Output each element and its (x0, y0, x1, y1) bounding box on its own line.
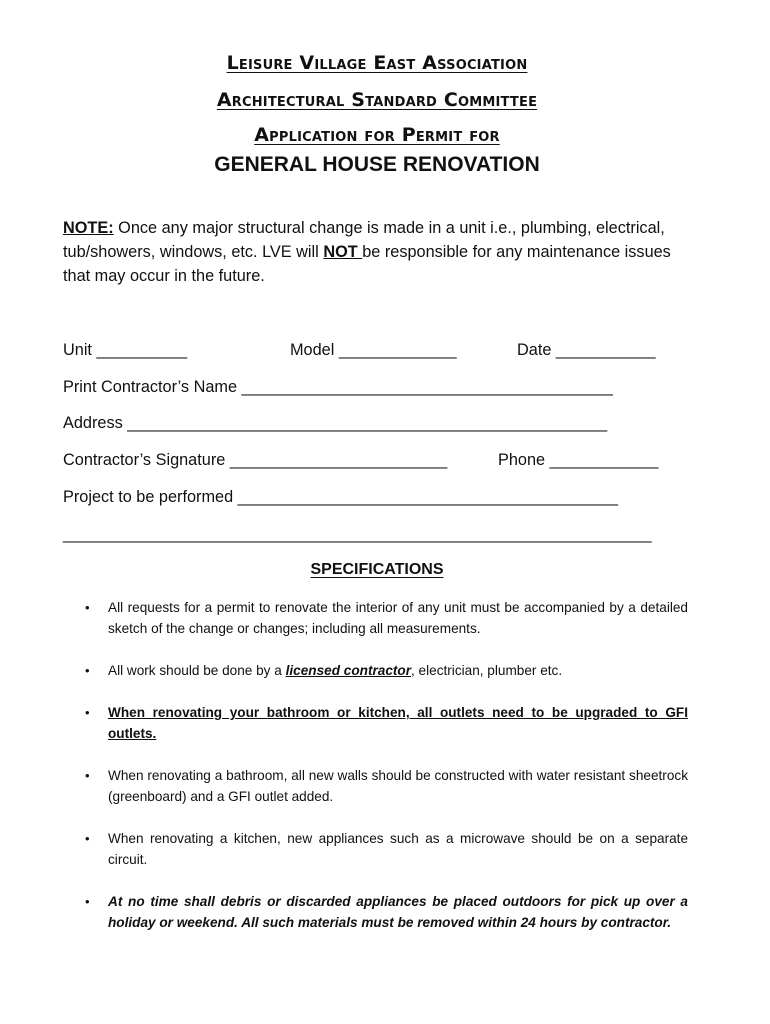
application-title: Application for Permit for (254, 124, 500, 146)
specifications-list (85, 597, 688, 933)
list-item (85, 891, 688, 933)
project-continuation-line[interactable]: _________________________________________________________________ (63, 525, 652, 543)
list-item (85, 660, 688, 681)
spec-text: When renovating a kitchen, new appliances such as a microwave should be on a separate circuit. (108, 831, 688, 867)
phone-field[interactable]: Phone ____________ (498, 451, 659, 469)
bullet-icon: • (85, 663, 90, 678)
note-emphasis: NOT (323, 243, 363, 261)
list-item (85, 597, 688, 639)
bullet-icon: • (85, 894, 90, 909)
spec-text-pre: All work should be done by a (108, 663, 286, 678)
form-title: GENERAL HOUSE RENOVATION (214, 153, 540, 176)
spec-text-post: , electrician, plumber etc. (411, 663, 563, 678)
spec-text-gfi: When renovating your bathroom or kitchen, all outlets need to be upgraded to GFI outlets. (108, 705, 688, 741)
spec-text-debris: At no time shall debris or discarded appliances be placed outdoors for pick up over a holiday or weekend. All such materials must be removed within 24 hours by contractor. (108, 894, 688, 930)
list-item (85, 765, 688, 807)
bullet-icon: • (85, 600, 90, 615)
model-field[interactable]: Model _____________ (290, 341, 457, 359)
note-text-2: be responsible for any maintenance issues that may occur in the future. (63, 243, 671, 285)
note-text-1: Once any major structural change is made in a unit i.e., plumbing, electrical, tub/showers, windows, etc. LVE will (63, 219, 665, 261)
bullet-icon: • (85, 831, 90, 846)
list-item (85, 702, 688, 744)
date-field[interactable]: Date ___________ (517, 341, 656, 359)
list-item (85, 828, 688, 870)
licensed-contractor-emphasis: licensed contractor (285, 663, 411, 678)
specifications-title: SPECIFICATIONS (310, 561, 444, 578)
spec-text: All requests for a permit to renovate the interior of any unit must be accompanied by a detailed sketch of the change or changes; including all measurements. (108, 600, 688, 636)
note-label: NOTE: (63, 219, 114, 237)
contractor-signature-field[interactable]: Contractor’s Signature ________________________ (63, 451, 448, 469)
committee-title: Architectural Standard Committee (216, 89, 538, 111)
association-title: Leisure Village East Association (226, 52, 528, 74)
bullet-icon: • (85, 768, 90, 783)
unit-field[interactable]: Unit __________ (63, 341, 188, 359)
contractor-name-field[interactable]: Print Contractor’s Name _________________________________________ (63, 378, 613, 396)
project-field[interactable]: Project to be performed __________________________________________ (63, 488, 618, 506)
address-field[interactable]: Address _____________________________________________________ (63, 414, 608, 432)
bullet-icon: • (85, 705, 90, 720)
note-paragraph (63, 216, 693, 288)
spec-text: When renovating a bathroom, all new walls should be constructed with water resistant sheetrock (greenboard) and a GFI outlet added. (108, 768, 688, 804)
